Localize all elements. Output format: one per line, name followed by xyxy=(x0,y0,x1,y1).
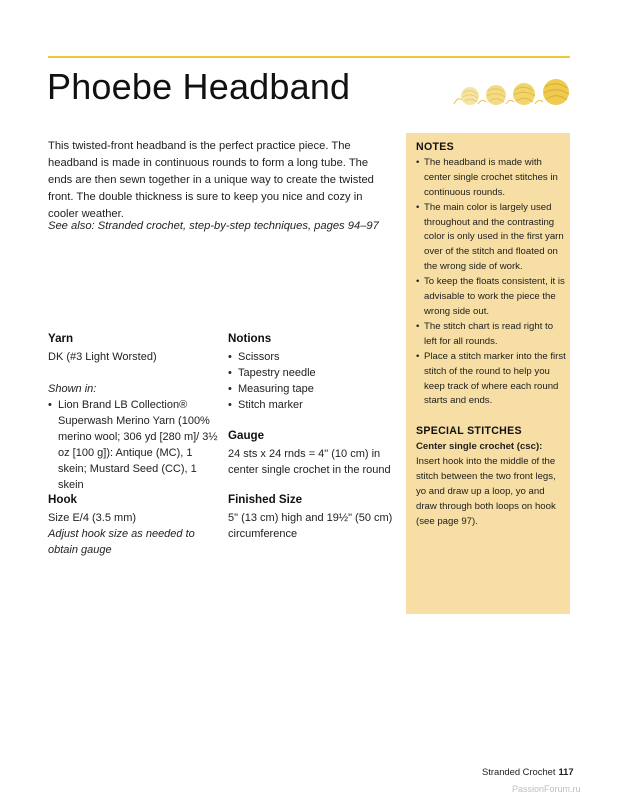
hook-size: Size E/4 (3.5 mm) xyxy=(48,512,137,524)
notions-section xyxy=(228,331,394,413)
top-rule xyxy=(48,56,570,58)
gauge-section xyxy=(228,428,394,478)
notes-list xyxy=(416,156,566,409)
yarn-ball-icon xyxy=(478,85,506,105)
page-title: Phoebe Headband xyxy=(47,66,351,107)
notes-item: • Place a stitch marker into the first stitch of the round to help you keep track of where each round starts and ends. xyxy=(416,350,566,410)
notes-heading: NOTES xyxy=(416,141,454,153)
notions-item: • Tapestry needle xyxy=(228,365,394,381)
special-stitches-heading: SPECIAL STITCHES xyxy=(416,425,522,438)
see-also-reference: See also: Stranded crochet, step-by-step techniques, pages 94–97 xyxy=(48,220,379,232)
hook-note: Adjust hook size as needed to obtain gauge xyxy=(48,528,195,556)
finished-size-section xyxy=(228,492,394,542)
yarn-list xyxy=(48,397,220,493)
finished-size-text: 5" (13 cm) high and 19½" (50 cm) circumference xyxy=(228,512,393,540)
yarn-section xyxy=(48,331,220,493)
footer-book-title: Stranded Crochet xyxy=(482,766,556,777)
notes-item: • To keep the floats consistent, it is advisable to work the piece the wrong side out. xyxy=(416,275,566,320)
watermark: PassionForum.ru xyxy=(512,784,581,794)
page-footer xyxy=(482,766,574,777)
notions-heading: Notions xyxy=(228,332,272,345)
notions-item: • Stitch marker xyxy=(228,397,394,413)
yarn-ball-icon xyxy=(535,79,569,105)
yarn-heading: Yarn xyxy=(48,332,74,345)
hook-heading: Hook xyxy=(48,493,77,506)
yarn-ball-icon xyxy=(454,87,479,105)
footer-page-number: 117 xyxy=(558,766,574,777)
intro-paragraph: This twisted-front headband is the perfect practice piece. The headband is made in continuous rounds to form a long tube. The ends are then sewn together in a unique way to create the twisted front. The double thickness is sure to keep you nice and cozy in cooler weather. xyxy=(48,140,374,220)
special-stitch-definition: Insert hook into the middle of the stitch between the two front legs, yo and draw up a loop, yo and draw through both loops on hook (see page 97). xyxy=(416,456,556,527)
notions-item: • Scissors xyxy=(228,349,394,365)
hook-section xyxy=(48,492,220,558)
shown-in-label: Shown in: xyxy=(48,383,97,395)
notions-item: • Measuring tape xyxy=(228,381,394,397)
notes-sidebar xyxy=(406,133,570,614)
gauge-heading: Gauge xyxy=(228,429,265,442)
yarn-balls-decoration xyxy=(452,74,574,108)
gauge-text: 24 sts x 24 rnds = 4" (10 cm) in center single crochet in the round xyxy=(228,448,391,476)
notions-list xyxy=(228,349,394,413)
finished-size-heading: Finished Size xyxy=(228,493,303,506)
notes-item: • The main color is largely used throughout and the contrasting color is only used in the first yarn over of the stitch and floated on the wrong side of work. xyxy=(416,201,566,276)
yarn-weight: DK (#3 Light Worsted) xyxy=(48,351,157,363)
notes-item: • The headband is made with center single crochet stitches in continuous rounds. xyxy=(416,156,566,201)
yarn-ball-icon xyxy=(506,83,535,105)
special-stitch-term: Center single crochet (csc): xyxy=(416,441,543,453)
yarn-item: • Lion Brand LB Collection® Superwash Merino Yarn (100% merino wool; 306 yd [280 m]/ 3½ oz [100 g]): Antique (MC), 1 skein; Mustard Seed (CC), 1 skein xyxy=(48,397,220,493)
notes-item: • The stitch chart is read right to left for all rounds. xyxy=(416,320,566,350)
notes-content xyxy=(416,140,566,530)
